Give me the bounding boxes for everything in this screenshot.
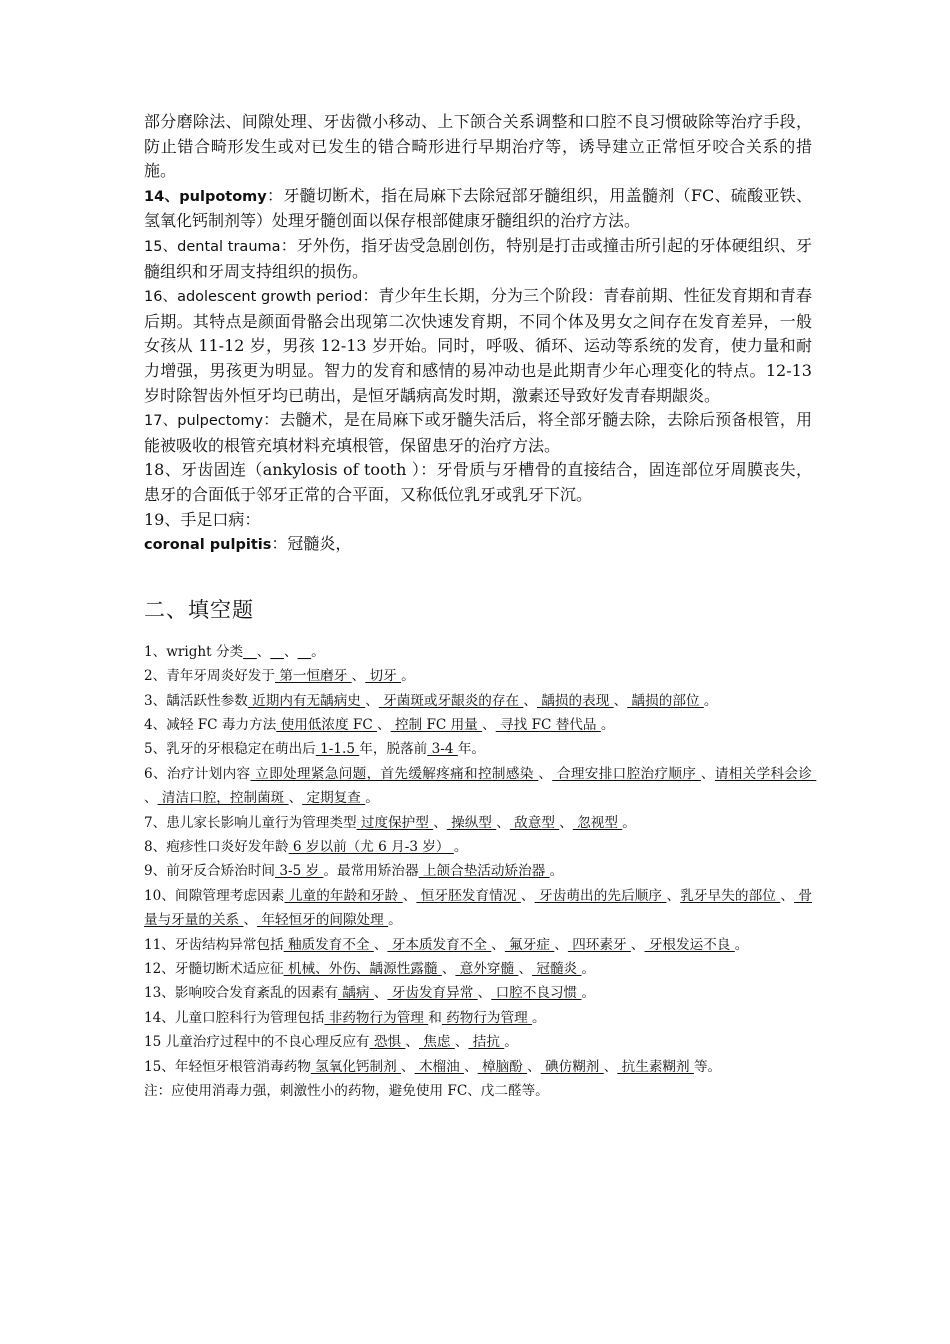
definition-text: ：去髓术，是在局麻下或牙髓失活后，将全部牙髓去除，去除后预备根管，用能被吸收的根管充填材料充填根管，保留患牙的治疗方法。: [144, 410, 812, 455]
question-text: 、: [441, 960, 456, 977]
answer-blank: 非药物行为管理: [324, 1009, 429, 1026]
question-text: 10、间隙管理考虑因素: [144, 887, 285, 904]
question-text: 15 儿童治疗过程中的不良心理反应有: [144, 1034, 370, 1051]
question-text: 、: [464, 1058, 478, 1075]
question-text: 年。: [457, 741, 485, 758]
question-text: 、: [373, 936, 388, 953]
fill-item: [144, 933, 812, 957]
question-text: 。: [581, 960, 596, 977]
answer-blank: 3-5 岁: [275, 863, 324, 880]
question-text: 、: [454, 1034, 469, 1051]
question-text: 、: [401, 1058, 415, 1075]
answer-blank: __: [270, 643, 284, 660]
answer-blank: 使用低浓度 FC: [276, 716, 378, 733]
question-text: 。: [549, 863, 564, 880]
fill-item: [144, 689, 812, 713]
answer-blank: 牙根发运不良: [644, 936, 735, 953]
question-text: 、: [520, 887, 535, 904]
question-text: 、: [283, 643, 298, 660]
definition-item: [144, 458, 812, 507]
document-page: [144, 110, 817, 1117]
answer-blank: 冠髓炎: [532, 960, 582, 977]
question-text: 、: [527, 1058, 541, 1075]
question-text: 6、治疗计划内容: [144, 765, 251, 782]
answer-blank: 过度保护型: [356, 814, 434, 831]
question-text: 、: [538, 765, 553, 782]
question-text: 15、年轻恒牙根管消毒药物: [144, 1058, 311, 1075]
answer-blank: 忽视型: [572, 814, 623, 831]
answer-blank: 切牙: [365, 668, 402, 685]
definition-term: 17、pulpectomy: [144, 413, 264, 430]
question-text: 、: [554, 936, 568, 953]
question-text: 、: [433, 814, 447, 831]
question-text: 。: [311, 643, 325, 660]
definition-term: 15、dental trauma: [144, 238, 281, 255]
answer-blank: 儿童的年龄和牙龄: [284, 887, 403, 904]
question-text: 、: [477, 985, 492, 1002]
definition-item: [144, 408, 812, 458]
definition-text: 19、手足口病：: [144, 509, 261, 529]
answer-blank: 敌意型: [509, 814, 560, 831]
fill-item: [144, 713, 812, 737]
question-text: 年，脱落前: [359, 741, 428, 758]
question-text: 、: [402, 887, 417, 904]
question-text: 、: [144, 790, 158, 807]
answer-blank: 釉质发育不全: [283, 936, 374, 953]
definition-text: ：牙外伤，指牙齿受急剧创伤，特别是打击或撞击所引起的牙体硬组织、牙髓组织和牙周支持组织的损伤。: [144, 235, 812, 281]
question-text: 。: [703, 692, 718, 709]
question-text: 、: [666, 887, 681, 904]
definition-term: 14、pulpotomy: [144, 188, 267, 205]
question-text: 。: [734, 936, 749, 953]
question-text: 、: [523, 692, 537, 709]
definition-item: [144, 234, 812, 284]
question-text: 、: [559, 814, 573, 831]
question-text: 、: [496, 814, 510, 831]
answer-blank: 四环素牙: [567, 936, 631, 953]
answer-blank: 碘仿糊剂: [540, 1058, 604, 1075]
question-text: 、: [518, 960, 533, 977]
answer-blank: 拮抗: [468, 1034, 505, 1051]
answer-blank: 寻找 FC 替代品: [495, 716, 601, 733]
question-text: 5、乳牙的牙根稳定在萌出后: [144, 741, 316, 758]
answer-blank: 近期内有无龋病史: [247, 692, 366, 709]
section-title: 二、填空题: [144, 597, 254, 622]
definition-text: ：牙髓切断术，指在局麻下去除冠部牙髓组织，用盖髓剂（FC、硫酸亚铁、氢氧化钙制剂等）处理牙髓创面以保存根部健康牙髓组织的治疗方法。: [144, 185, 812, 231]
fill-item: [144, 664, 812, 688]
question-text: 、: [603, 1058, 618, 1075]
question-text: 等。: [693, 1058, 722, 1075]
answer-blank: 立即处理紧急问题，首先缓解疼痛和控制感染: [250, 765, 539, 782]
answer-blank: 操纵型: [446, 814, 497, 831]
answer-blank: __: [297, 643, 312, 660]
question-text: 。: [453, 838, 468, 855]
answer-blank: 牙齿发育异常: [387, 985, 478, 1002]
fill-item: [144, 811, 812, 835]
question-text: 、: [373, 985, 388, 1002]
answer-blank: __: [243, 643, 257, 660]
question-text: 。: [581, 985, 596, 1002]
fill-item: [144, 737, 812, 761]
question-text: 。: [532, 1009, 546, 1026]
answer-blank: 口腔不良习惯: [491, 985, 582, 1002]
question-text: 。: [388, 912, 402, 929]
note: 注：应使用消毒力强，刺激性小的药物，避免使用 FC、戊二醛等。: [144, 1083, 549, 1099]
question-text: 、: [351, 668, 366, 685]
question-text: 。: [504, 1034, 518, 1051]
question-text: 、: [288, 790, 303, 807]
answer-blank: 骨量与牙量的关系: [144, 887, 813, 929]
answer-blank: 6 岁以前（尤 6 月-3 岁）: [288, 838, 454, 855]
question-text: 、: [780, 887, 795, 904]
fill-item: [144, 762, 817, 811]
answer-blank: 意外穿髓: [455, 960, 519, 977]
question-text: 2、青年牙周炎好发于: [144, 668, 275, 685]
definition-item: [144, 110, 812, 184]
question-text: 、: [365, 692, 379, 709]
answer-blank: 定期复查: [302, 790, 366, 807]
question-text: 4、减轻 FC 毒力方法: [144, 716, 277, 733]
answer-blank: 恐惧: [369, 1034, 406, 1051]
question-text: 8、疱疹性口炎好发年龄: [144, 838, 289, 855]
answer-blank: 抗生素糊剂: [617, 1058, 694, 1075]
definition-text: 18、牙齿固连（ankylosis of tooth ）：牙骨质与牙槽骨的直接结合，固连部位牙周膜丧失，患牙的合面低于邻牙正常的合平面，又称低位乳牙或乳牙下沉。: [144, 460, 812, 504]
definition-text: ：冠髓炎，: [271, 534, 352, 554]
question-text: 3、龋活跃性参数: [144, 692, 248, 709]
answer-blank: 牙菌斑或牙龈炎的存在: [378, 692, 524, 709]
fill-in-section: [144, 640, 817, 1079]
answer-blank: 合理安排口腔治疗顺序: [552, 765, 701, 782]
answer-blank: 请相关学科会诊: [714, 765, 817, 782]
question-text: 12、牙髓切断术适应征: [144, 960, 284, 977]
answer-blank: 1-1.5: [315, 741, 360, 758]
definition-text: 部分磨除法、间隙处理、牙齿微小移动、上下颌合关系调整和口腔不良习惯破除等治疗手段，防止错合畸形发生或对已发生的错合畸形进行早期治疗等，诱导建立正常恒牙咬合关系的措施。: [144, 112, 812, 181]
fill-item: [144, 835, 812, 859]
question-text: 、: [700, 765, 715, 782]
question-text: 、: [630, 936, 645, 953]
answer-blank: 樟脑酚: [477, 1058, 528, 1075]
question-text: 。: [365, 790, 379, 807]
answer-blank: 氢氧化钙制剂: [310, 1058, 402, 1075]
question-text: 、: [491, 936, 505, 953]
question-text: 、: [405, 1034, 419, 1051]
question-text: 、: [256, 643, 271, 660]
question-text: 。: [622, 814, 636, 831]
question-text: 。最常用矫治器: [323, 863, 419, 880]
question-text: 13、影响咬合发育紊乱的因素有: [144, 985, 339, 1002]
answer-blank: 第一恒磨牙: [275, 668, 352, 685]
question-text: 、: [243, 912, 258, 929]
fill-item: [144, 1030, 812, 1054]
question-text: 、: [482, 716, 496, 733]
answer-blank: 清洁口腔，控制菌斑: [157, 790, 289, 807]
question-text: 11、牙齿结构异常包括: [144, 936, 284, 953]
answer-blank: 机械、外伤、龋源性露髓: [283, 960, 442, 977]
answer-blank: 焦虑: [418, 1034, 455, 1051]
question-text: 和: [428, 1009, 442, 1026]
answer-blank: 龋损的部位: [627, 692, 704, 709]
definition-term: coronal pulpitis: [144, 537, 272, 554]
answer-blank: 氟牙症: [504, 936, 555, 953]
answer-blank: 牙本质发育不全: [387, 936, 492, 953]
question-text: 1、wright 分类: [144, 643, 244, 660]
question-text: 、: [377, 716, 391, 733]
definition-item: [144, 184, 812, 234]
definition-item: [144, 508, 812, 533]
answer-blank: 龋病: [338, 985, 374, 1002]
answer-blank: 年轻恒牙的间隙处理: [257, 912, 389, 929]
fill-item: [144, 1006, 812, 1030]
question-text: 14、儿童口腔科行为管理包括: [144, 1009, 325, 1026]
fill-item: [144, 981, 812, 1005]
definition-term: 16、adolescent growth period: [144, 289, 363, 306]
answer-blank: 恒牙胚发育情况: [416, 887, 521, 904]
fill-item: [144, 957, 812, 981]
answer-blank: 木榴油: [414, 1058, 465, 1075]
question-text: 9、前牙反合矫治时间: [144, 863, 275, 880]
fill-item: [144, 640, 812, 664]
answer-blank: 乳牙早失的部位: [680, 887, 781, 904]
fill-item: [144, 884, 812, 933]
definition-item: [144, 532, 812, 558]
fill-item: [144, 859, 812, 883]
question-text: 7、患儿家长影响儿童行为管理类型: [144, 814, 357, 831]
answer-blank: 药物行为管理: [441, 1009, 533, 1026]
definition-item: [144, 284, 812, 408]
answer-blank: 控制 FC 用量: [390, 716, 483, 733]
answer-blank: 3-4: [427, 741, 458, 758]
definitions-section: [144, 110, 812, 558]
question-text: 、: [613, 692, 628, 709]
answer-blank: 上颌合垫活动矫治器: [418, 863, 550, 880]
question-text: 。: [401, 668, 415, 685]
question-text: 。: [600, 716, 615, 733]
answer-blank: 牙齿萌出的先后顺序: [534, 887, 667, 904]
fill-item: [144, 1055, 812, 1079]
definition-text: ：青少年生长期，分为三个阶段：青春前期、性征发育期和青春后期。其特点是颜面骨骼会出现第二次快速发育期，不同个体及男女之间存在发育差异，一般女孩从 11-12 岁，男孩 12-13 岁开始。同时，呼吸、循环、运动等系统的发育，使力量和耐力增强，男孩更为明显。智力的发育和感情的易冲动也是此期青少年心理变化的特点。12-13 岁时除智齿外恒牙均已萌出，是恒牙龋病高发时期，激素还导致好发青春期龈炎。: [144, 286, 812, 405]
answer-blank: 龋损的表现: [537, 692, 614, 709]
